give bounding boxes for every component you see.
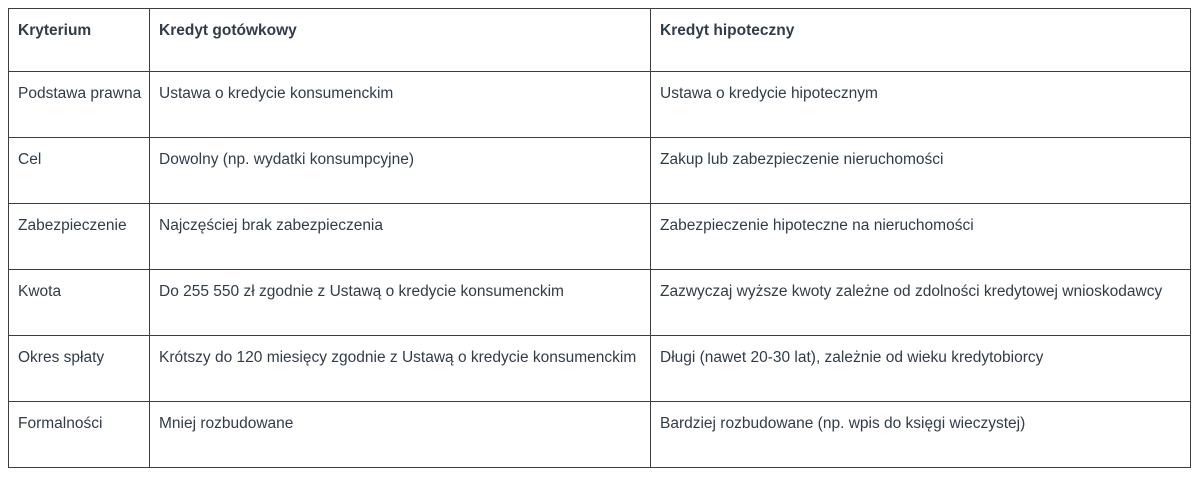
cell-mortgage-loan: Zakup lub zabezpieczenie nieruchomości — [651, 138, 1191, 204]
cell-criterion: Zabezpieczenie — [9, 204, 150, 270]
cell-cash-loan: Najczęściej brak zabezpieczenia — [150, 204, 651, 270]
cell-criterion: Okres spłaty — [9, 336, 150, 402]
table-row-cel — [9, 138, 1191, 204]
cell-mortgage-loan: Zabezpieczenie hipoteczne na nieruchomości — [651, 204, 1191, 270]
table-row-podstawa-prawna — [9, 72, 1191, 138]
cell-criterion: Cel — [9, 138, 150, 204]
cell-cash-loan: Ustawa o kredycie konsumenckim — [150, 72, 651, 138]
column-header-kredyt-hipoteczny: Kredyt hipoteczny — [651, 9, 1191, 72]
table-row-kwota — [9, 270, 1191, 336]
cell-mortgage-loan: Bardziej rozbudowane (np. wpis do księgi wieczystej) — [651, 402, 1191, 468]
cell-criterion: Formalności — [9, 402, 150, 468]
cell-mortgage-loan: Zazwyczaj wyższe kwoty zależne od zdolności kredytowej wnioskodawcy — [651, 270, 1191, 336]
cell-cash-loan: Dowolny (np. wydatki konsumpcyjne) — [150, 138, 651, 204]
cell-mortgage-loan: Długi (nawet 20-30 lat), zależnie od wieku kredytobiorcy — [651, 336, 1191, 402]
cell-cash-loan: Mniej rozbudowane — [150, 402, 651, 468]
cell-cash-loan: Do 255 550 zł zgodnie z Ustawą o kredycie konsumenckim — [150, 270, 651, 336]
table-row-okres-splaty — [9, 336, 1191, 402]
table-header-row — [9, 9, 1191, 72]
table-row-zabezpieczenie — [9, 204, 1191, 270]
column-header-kredyt-gotowkowy: Kredyt gotówkowy — [150, 9, 651, 72]
cell-criterion: Kwota — [9, 270, 150, 336]
table-row-formalnosci — [9, 402, 1191, 468]
loan-comparison-table — [8, 8, 1191, 468]
cell-criterion: Podstawa prawna — [9, 72, 150, 138]
cell-mortgage-loan: Ustawa o kredycie hipotecznym — [651, 72, 1191, 138]
cell-cash-loan: Krótszy do 120 miesięcy zgodnie z Ustawą o kredycie konsumenckim — [150, 336, 651, 402]
column-header-kryterium: Kryterium — [9, 9, 150, 72]
